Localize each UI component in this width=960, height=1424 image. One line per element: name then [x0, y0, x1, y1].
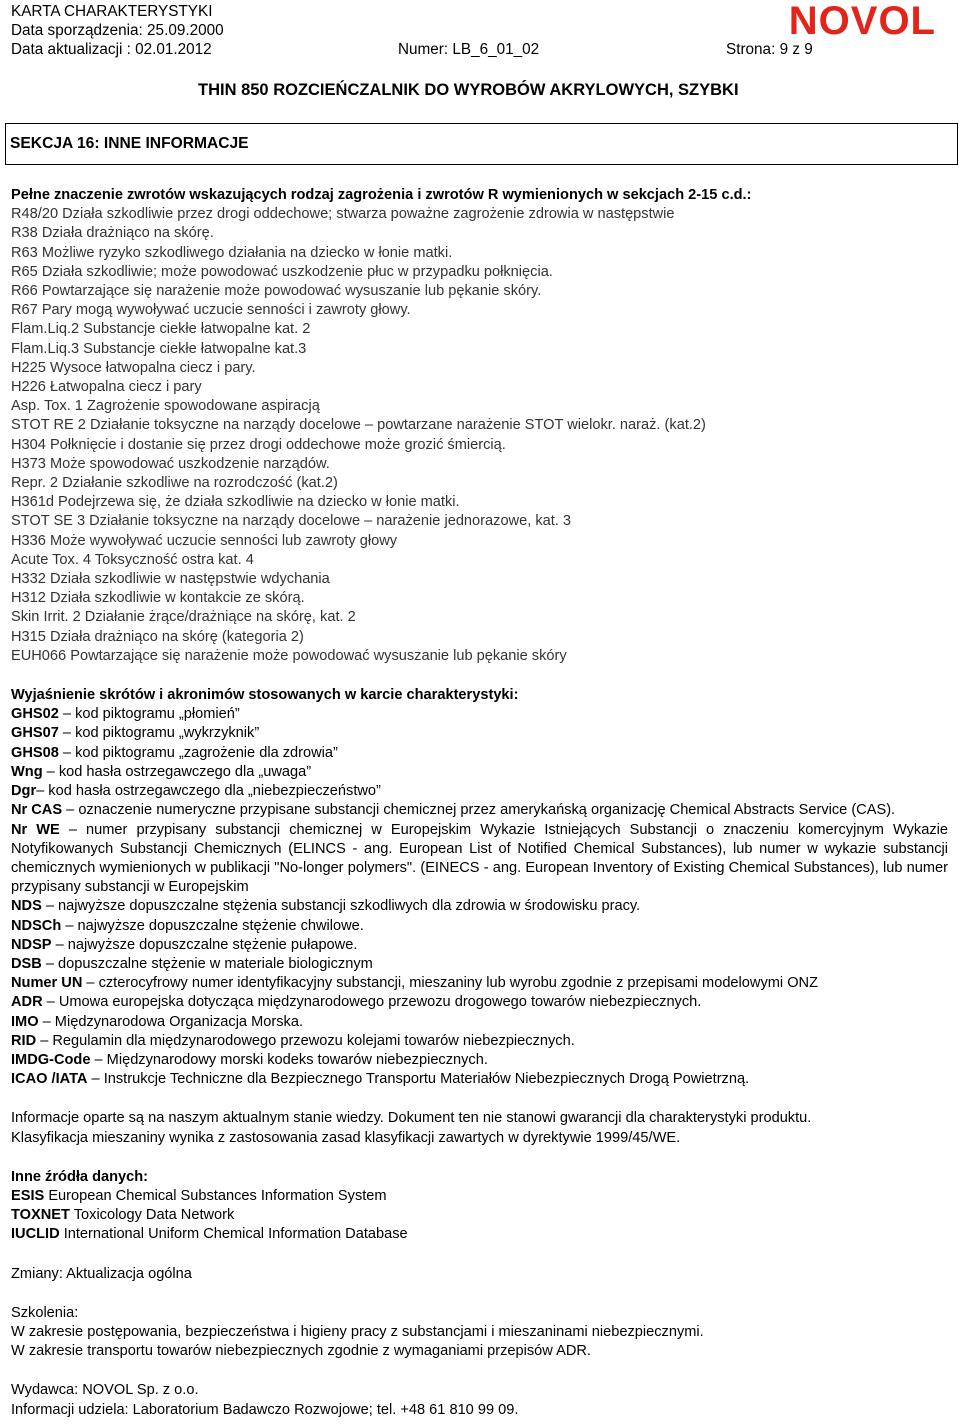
training-list [11, 1323, 948, 1361]
sources-title: Inne źródła danych: [11, 1168, 149, 1185]
abbr-item-term: IMDG-Code [11, 1051, 91, 1068]
footer-line: Informacji udziela: Laboratorium Badawczo Rozwojowe; tel. +48 61 810 99 09. [11, 1401, 519, 1418]
abbr-item [11, 782, 948, 801]
source-item [11, 1225, 948, 1244]
abbr-item [11, 763, 948, 782]
source-item [11, 1187, 948, 1206]
abbr-item-term: ADR [11, 994, 43, 1011]
abbr-item-term: IMO [11, 1013, 39, 1030]
phrase-line: Flam.Liq.3 Substancje ciekłe łatwopalne kat.3 [11, 340, 307, 357]
abbr-item-text: – Międzynarodowy morski kodeks towarów niebezpiecznych. [90, 1051, 488, 1068]
abbr-item-term: Numer UN [11, 975, 83, 992]
abbr-item-term: Dgr [11, 783, 37, 800]
abbr-item-term: ICAO /IATA [11, 1071, 88, 1088]
abbr-item-term: Nr WE [11, 821, 60, 838]
phrase-line: R48/20 Działa szkodliwie przez drogi oddechowe; stwarza poważne zagrożenie zdrowia w następstwie [11, 206, 675, 223]
abbr-item-text: – czterocyfrowy numer identyfikacyjny substancji, mieszaniny lub wyrobu zgodnie z przepisami modelowymi ONZ [82, 975, 819, 992]
abbr-item [11, 724, 948, 743]
abbr-item [11, 1013, 948, 1032]
abbr-item [11, 801, 948, 820]
novol-logo: NOVOL [788, 0, 936, 43]
phrases-list [11, 205, 948, 666]
phrase-line: H373 Może spowodować uszkodzenie narządów. [11, 455, 330, 472]
abbr-item-text: – Regulamin dla międzynarodowego przewozu kolejami towarów niebezpiecznych. [36, 1032, 575, 1049]
phrase-line: H315 Działa drażniąco na skórę (kategoria 2) [11, 628, 304, 645]
source-item [11, 1206, 948, 1225]
abbr-item-text: – najwyższe dopuszczalne stężenie pułapowe. [51, 936, 358, 953]
abbr-item-text: – kod piktogramu „wykrzyknik” [58, 725, 260, 742]
source-item-term: ESIS [11, 1187, 45, 1204]
footer-line: Wydawca: NOVOL Sp. z o.o. [11, 1382, 199, 1399]
abbr-item-term: GHS02 [11, 706, 59, 723]
source-item-text: Toxicology Data Network [69, 1207, 235, 1224]
phrase-line: H332 Działa szkodliwie w następstwie wdychania [11, 571, 330, 588]
phrase-line: STOT RE 2 Działanie toksyczne na narządy docelowe – powtarzane narażenie STOT wielokr. naraż. (kat.2) [11, 417, 706, 434]
abbr-item-text: – dopuszczalne stężenie w materiale biologicznym [41, 955, 373, 972]
content [11, 186, 948, 1420]
phrase-line: EUH066 Powtarzające się narażenie może powodować wysuszanie lub pękanie skóry [11, 647, 567, 664]
abbr-item [11, 705, 948, 724]
abbr-item [11, 1032, 948, 1051]
abbr-list [11, 705, 948, 1089]
info-paragraph [11, 1109, 948, 1147]
date-created: Data sporządzenia: 25.09.2000 [11, 22, 224, 39]
footer [11, 1381, 948, 1419]
phrase-line: Flam.Liq.2 Substancje ciekłe łatwopalne kat. 2 [11, 321, 311, 338]
abbr-item-text: – Międzynarodowa Organizacja Morska. [38, 1013, 304, 1030]
doc-number: Numer: LB_6_01_02 [398, 41, 540, 58]
abbr-item [11, 744, 948, 763]
phrase-line: H361d Podejrzewa się, że działa szkodliwie na dziecko w łonie matki. [11, 494, 460, 511]
phrase-line: R63 Możliwe ryzyko szkodliwego działania na dziecko w łonie matki. [11, 244, 453, 261]
abbr-item-term: DSB [11, 955, 42, 972]
abbr-item [11, 1070, 948, 1089]
phrase-line: Repr. 2 Działanie szkodliwe na rozrodczość (kat.2) [11, 475, 338, 492]
source-item-text: International Uniform Chemical Information Database [59, 1226, 408, 1243]
abbr-item [11, 955, 948, 974]
abbr-item-text: – kod piktogramu „płomień” [58, 706, 240, 723]
abbr-item [11, 993, 948, 1012]
training-line: W zakresie transportu towarów niebezpiecznych zgodnie z wymaganiami przepisów ADR. [11, 1343, 591, 1360]
training-line: W zakresie postępowania, bezpieczeństwa i higieny pracy z substancjami i mieszaninami niebezpiecznymi. [11, 1323, 704, 1340]
abbr-item-text: – najwyższe dopuszczalne stężenie chwilowe. [61, 917, 364, 934]
abbr-item [11, 1051, 948, 1070]
info-line: Klasyfikacja mieszaniny wynika z zastosowania zasad klasyfikacji zawartych w dyrektywie 1999/45/WE. [11, 1129, 681, 1146]
page-number: Strona: 9 z 9 [726, 41, 813, 58]
product-title: THIN 850 ROZCIEŃCZALNIK DO WYROBÓW AKRYLOWYCH, SZYBKI [198, 81, 739, 99]
phrase-line: Acute Tox. 4 Toksyczność ostra kat. 4 [11, 551, 254, 568]
abbr-item-term: RID [11, 1032, 37, 1049]
phrase-line: STOT SE 3 Działanie toksyczne na narządy docelowe – narażenie jednorazowe, kat. 3 [11, 513, 572, 530]
abbr-item [11, 974, 948, 993]
abbr-item [11, 936, 948, 955]
changes-line: Zmiany: Aktualizacja ogólna [11, 1265, 192, 1282]
section-header [5, 123, 958, 165]
abbr-item-term: NDS [11, 898, 42, 915]
phrase-line: H304 Połknięcie i dostanie się przez drogi oddechowe może grozić śmiercią. [11, 436, 506, 453]
abbr-item-text: – numer przypisany substancji chemicznej w Europejskim Wykazie Istniejących Substancji o znaczeniu komercyjnym Wykazie Notyfikowanych Substancji Chemicznych (ELINCS - ang. European List of Notified Chemical Substances), lub numer w wykazie substancji chemicznych wymienionych w publikacji "No-longer polymers". (EINECS - ang. European Inventory of Existing Chemical Substances), lub numer przypisany substancji w Europejskim [11, 821, 948, 896]
abbr-item-text: – Instrukcje Techniczne dla Bezpiecznego Transportu Materiałów Niebezpiecznych Drogą Powietrzną. [87, 1071, 750, 1088]
phrase-line: H312 Działa szkodliwie w kontakcie ze skórą. [11, 590, 305, 607]
abbr-item-term: Nr CAS [11, 802, 63, 819]
info-line: Informacje oparte są na naszym aktualnym stanie wiedzy. Dokument ten nie stanowi gwarancji dla charakterystyki produktu. [11, 1110, 812, 1127]
abbr-item [11, 897, 948, 916]
abbr-item-term: Wng [11, 763, 43, 780]
phrase-line: Skin Irrit. 2 Działanie żrące/drażniące na skórę, kat. 2 [11, 609, 356, 626]
header-left [11, 2, 224, 59]
abbr-item-text: – najwyższe dopuszczalne stężenia substancji szkodliwych dla zdrowia w środowisku pracy. [41, 898, 641, 915]
phrase-line: Asp. Tox. 1 Zagrożenie spowodowane aspiracją [11, 398, 320, 415]
abbr-item-text: – kod piktogramu „zagrożenie dla zdrowia” [58, 744, 338, 761]
phrase-line: R65 Działa szkodliwie; może powodować uszkodzenie płuc w przypadku połknięcia. [11, 263, 553, 280]
abbr-item [11, 821, 948, 898]
abbr-item-text: – Umowa europejska dotycząca międzynarodowego przewozu drogowego towarów niebezpiecznych. [42, 994, 702, 1011]
phrase-line: R67 Pary mogą wywoływać uczucie senności i zawroty głowy. [11, 302, 411, 319]
abbr-item [11, 917, 948, 936]
sources-list [11, 1187, 948, 1245]
source-item-term: IUCLID [11, 1226, 60, 1243]
section-title: SEKCJA 16: INNE INFORMACJE [10, 135, 249, 152]
phrase-line: R38 Działa drażniąco na skórę. [11, 225, 214, 242]
abbr-item-term: NDSP [11, 936, 52, 953]
abbr-item-text: – kod hasła ostrzegawczego dla „niebezpieczeństwo” [36, 783, 381, 800]
abbr-item-term: GHS08 [11, 744, 59, 761]
phrase-line: H336 Może wywoływać uczucie senności lub zawroty głowy [11, 532, 398, 549]
phrase-line: R66 Powtarzające się narażenie może powodować wysuszanie lub pękanie skóry. [11, 283, 542, 300]
source-item-text: European Chemical Substances Information System [44, 1187, 387, 1204]
training-title: Szkolenia: [11, 1304, 79, 1321]
phrase-line: H226 Łatwopalna ciecz i pary [11, 379, 202, 396]
abbr-title: Wyjaśnienie skrótów i akronimów stosowanych w karcie charakterystyki: [11, 687, 519, 704]
abbr-item-term: GHS07 [11, 725, 59, 742]
abbr-item-text: – kod hasła ostrzegawczego dla „uwaga” [42, 763, 312, 780]
abbr-item-term: NDSCh [11, 917, 62, 934]
phrase-line: H225 Wysoce łatwopalna ciecz i pary. [11, 359, 256, 376]
abbr-item-text: – oznaczenie numeryczne przypisane substancji chemicznej przez amerykańską organizację Chemical Abstracts Service (CAS). [62, 802, 896, 819]
doc-type: KARTA CHARAKTERYSTYKI [11, 3, 213, 20]
source-item-term: TOXNET [11, 1207, 70, 1224]
date-updated: Data aktualizacji : 02.01.2012 [11, 41, 212, 58]
phrases-title: Pełne znaczenie zwrotów wskazujących rodzaj zagrożenia i zwrotów R wymienionych w sekcjach 2-15 c.d.: [11, 187, 752, 203]
